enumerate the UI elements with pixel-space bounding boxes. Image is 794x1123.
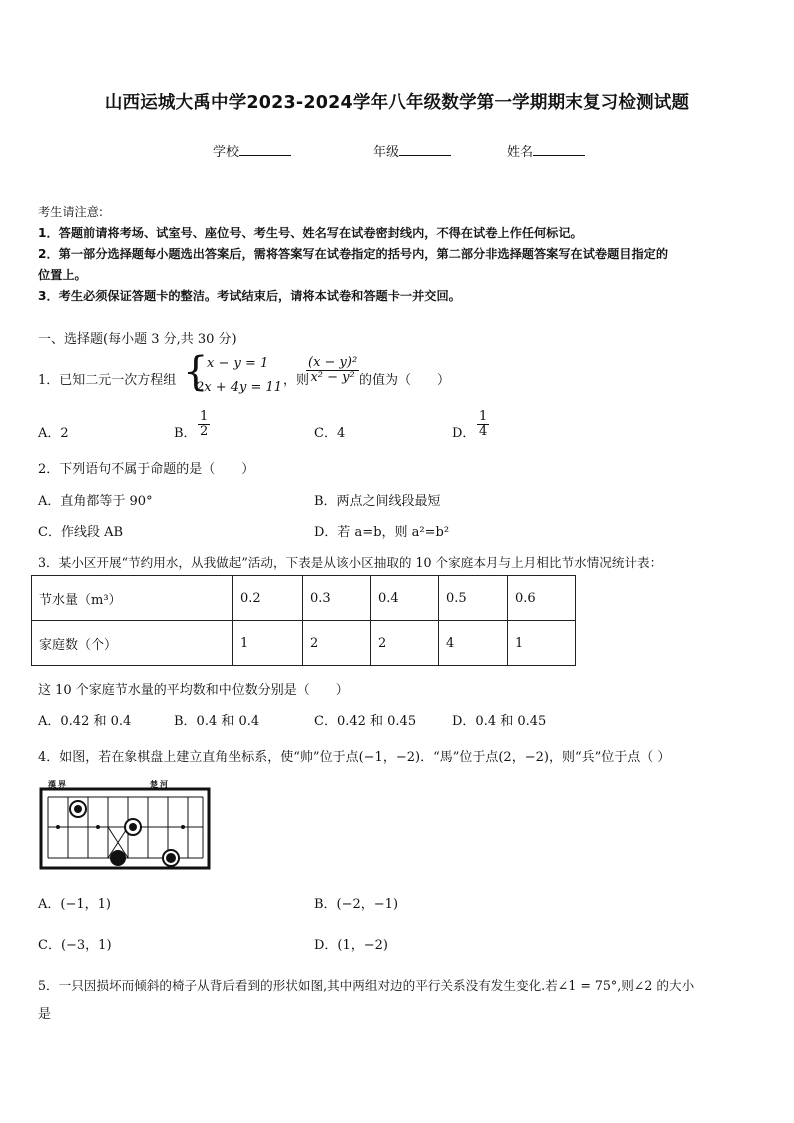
- q1-frac-den: x² − y²: [310, 369, 355, 385]
- q1-fraction: [306, 356, 359, 384]
- school-field: [213, 141, 291, 160]
- table-cell: 2: [371, 621, 439, 666]
- q1-eq1: x − y = 1: [207, 356, 269, 371]
- q1-prefix: 1．已知二元一次方程组: [38, 373, 177, 388]
- q4-stem-part-b: ．“馬”位于点: [420, 750, 499, 765]
- q1-option-a: A．2: [38, 426, 69, 441]
- q1-option-b-label: B．: [174, 426, 197, 441]
- table-header-cell: 家庭数（个）: [32, 621, 233, 666]
- notice-item-3: 3．考生必须保证答题卡的整洁。考试结束后，请将本试卷和答题卡一并交回。: [38, 289, 461, 303]
- board-label-left: 漢界: [48, 779, 68, 789]
- q1-suffix: 的值为（ ）: [359, 373, 451, 388]
- page-title: 山西运城大禹中学2023-2024学年八年级数学第一学期期末复习检测试题: [104, 93, 690, 113]
- q3-option-c: C．0.42 和 0.45: [314, 714, 417, 729]
- water-saving-table: [31, 575, 576, 666]
- q1-frac-num: (x − y)²: [308, 355, 358, 370]
- table-cell: 0.6: [508, 576, 576, 621]
- grade-label: 年级: [373, 145, 400, 160]
- point-marker: [96, 825, 100, 829]
- q3-ask: 这 10 个家庭节水量的平均数和中位数分别是（ ）: [38, 683, 349, 698]
- q1-b-num: 1: [200, 409, 209, 424]
- notice-item-2: 2．第一部分选择题每小题选出答案后，需将答案写在试卷指定的括号内，第二部分非选择题答案写在试卷题目指定的: [38, 247, 669, 261]
- name-blank: [533, 143, 585, 156]
- name-field: [507, 141, 585, 160]
- q1-option-d-frac: [477, 410, 489, 438]
- q1-eq2: 2x + 4y = 11: [196, 380, 283, 395]
- q4-option-c: C．(−3，1): [38, 938, 112, 953]
- section-heading: 一、选择题(每小题 3 分,共 30 分): [38, 332, 237, 347]
- q2-option-b: B．两点之间线段最短: [314, 494, 441, 509]
- bing-piece-core-icon: [74, 805, 82, 813]
- q5-line-2: 是: [38, 1007, 52, 1022]
- q1-option-d-label: D．: [452, 426, 476, 441]
- table-cell: 4: [439, 621, 508, 666]
- q1-b-den: 2: [200, 423, 209, 439]
- q4-option-d: D．(1，−2): [314, 938, 389, 953]
- q2-option-a: A．直角都等于 90°: [38, 494, 153, 509]
- q1-d-den: 4: [479, 423, 488, 439]
- table-cell: 1: [508, 621, 576, 666]
- table-row: [32, 621, 576, 666]
- grade-blank: [399, 143, 451, 156]
- q4-stem: [38, 746, 670, 765]
- system-brace: {: [183, 349, 209, 395]
- school-label: 学校: [213, 145, 240, 160]
- name-label: 姓名: [507, 145, 534, 160]
- q2-option-c: C．作线段 AB: [38, 525, 124, 540]
- q1-mid: ，则: [283, 373, 310, 388]
- q5-line-1: 5．一只因损坏而倾斜的椅子从背后看到的形状如图,其中两组对边的平行关系没有发生变化.若∠1 = 75°,则∠2 的大小: [38, 978, 695, 993]
- school-blank: [239, 143, 291, 156]
- table-cell: 2: [303, 621, 371, 666]
- q2-stem: 2．下列语句不属于命题的是（ ）: [38, 462, 255, 477]
- q4-point-ma: (2，−2): [498, 750, 549, 765]
- table-cell: 1: [233, 621, 303, 666]
- q4-stem-part-c: ，则“兵”位于点（ ）: [548, 750, 671, 765]
- grade-field: [373, 141, 451, 160]
- q1-d-num: 1: [479, 409, 488, 424]
- board-label-right: 楚河: [150, 779, 170, 789]
- table-cell: 0.4: [371, 576, 439, 621]
- q4-stem-part-a: 4．如图，若在象棋盘上建立直角坐标系，使“帅”位于点: [38, 750, 359, 765]
- table-cell: 0.2: [233, 576, 303, 621]
- chess-piece-core-icon: [129, 823, 137, 831]
- q4-option-a: A．(−1，1): [38, 897, 111, 912]
- point-marker: [181, 825, 185, 829]
- notice-heading: 考生请注意:: [38, 205, 104, 219]
- table-cell: 0.3: [303, 576, 371, 621]
- q3-stem: 3．某小区开展“节约用水，从我做起”活动，下表是从该小区抽取的 10 个家庭本月与上月相比节水情况统计表：: [38, 555, 663, 570]
- q1-option-c: C．4: [314, 426, 346, 441]
- shuai-piece-icon: [110, 850, 126, 866]
- ma-piece-core-icon: [166, 853, 176, 863]
- q4-option-b: B．(−2，−1): [314, 897, 399, 912]
- point-marker: [56, 825, 60, 829]
- q2-option-d: D．若 a=b，则 a²=b²: [314, 525, 450, 540]
- table-cell: 0.5: [439, 576, 508, 621]
- q3-option-a: A．0.42 和 0.4: [38, 714, 132, 729]
- table-header-cell: 节水量（m³）: [32, 576, 233, 621]
- q4-point-shuai: (−1，−2): [358, 750, 421, 765]
- q3-option-b: B．0.4 和 0.4: [174, 714, 260, 729]
- notice-item-1: 1．答题前请将考场、试室号、座位号、考生号、姓名写在试卷密封线内，不得在试卷上作任何标记。: [38, 226, 583, 240]
- q3-option-d: D．0.4 和 0.45: [452, 714, 547, 729]
- chessboard-figure: [38, 779, 213, 871]
- table-row: [32, 576, 576, 621]
- q1-option-b-frac: [198, 410, 210, 438]
- notice-item-2-cont: 位置上。: [38, 268, 87, 282]
